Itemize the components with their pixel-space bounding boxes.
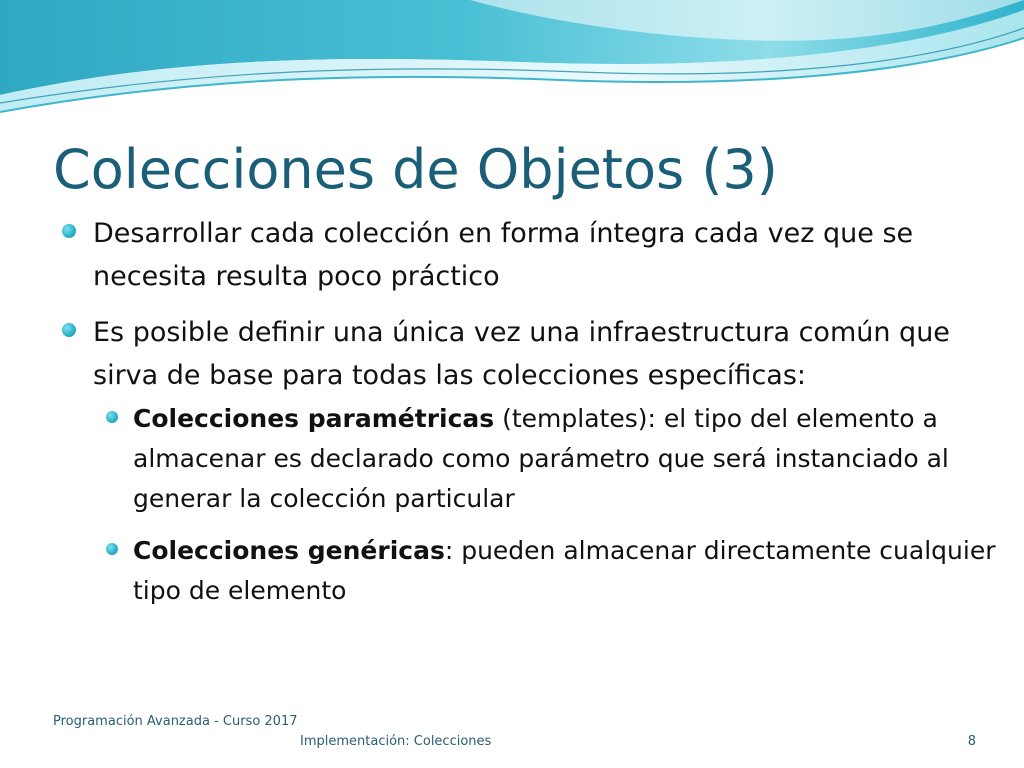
footer-course: Programación Avanzada - Curso 2017 [53,714,298,729]
sub-bullet-text: : pueden almacenar directamente cualquier tipo de elemento [133,536,996,605]
bullet-item [58,311,1008,397]
bullet-text: Desarrollar cada colección en forma íntegra cada vez que se necesita resulta poco práctico [93,218,914,292]
sub-bullet-dot-icon [106,543,118,555]
bullet-text: Es posible definir una única vez una infraestructura común que sirva de base para todas las colecciones específicas: [93,317,950,391]
bullet-item [58,212,1008,298]
slide-body [58,212,1008,611]
sub-bullet-item [133,399,1008,519]
sub-bullet-text: (templates): el tipo del elemento a almacenar es declarado como parámetro que será instanciado al generar la colección particular [133,404,949,513]
bullet-dot-icon [62,224,76,238]
bullet-dot-icon [62,323,76,337]
header-wave-decoration [0,0,1024,125]
sub-bullet-term: Colecciones paramétricas [133,404,495,433]
footer-page-number: 8 [967,734,976,749]
slide-title: Colecciones de Objetos (3) [53,138,778,201]
sub-bullet-dot-icon [106,411,118,423]
sub-bullet-list [58,399,1008,611]
sub-bullet-term: Colecciones genéricas [133,536,445,565]
footer-topic: Implementación: Colecciones [300,734,492,749]
sub-bullet-item [133,531,1008,611]
